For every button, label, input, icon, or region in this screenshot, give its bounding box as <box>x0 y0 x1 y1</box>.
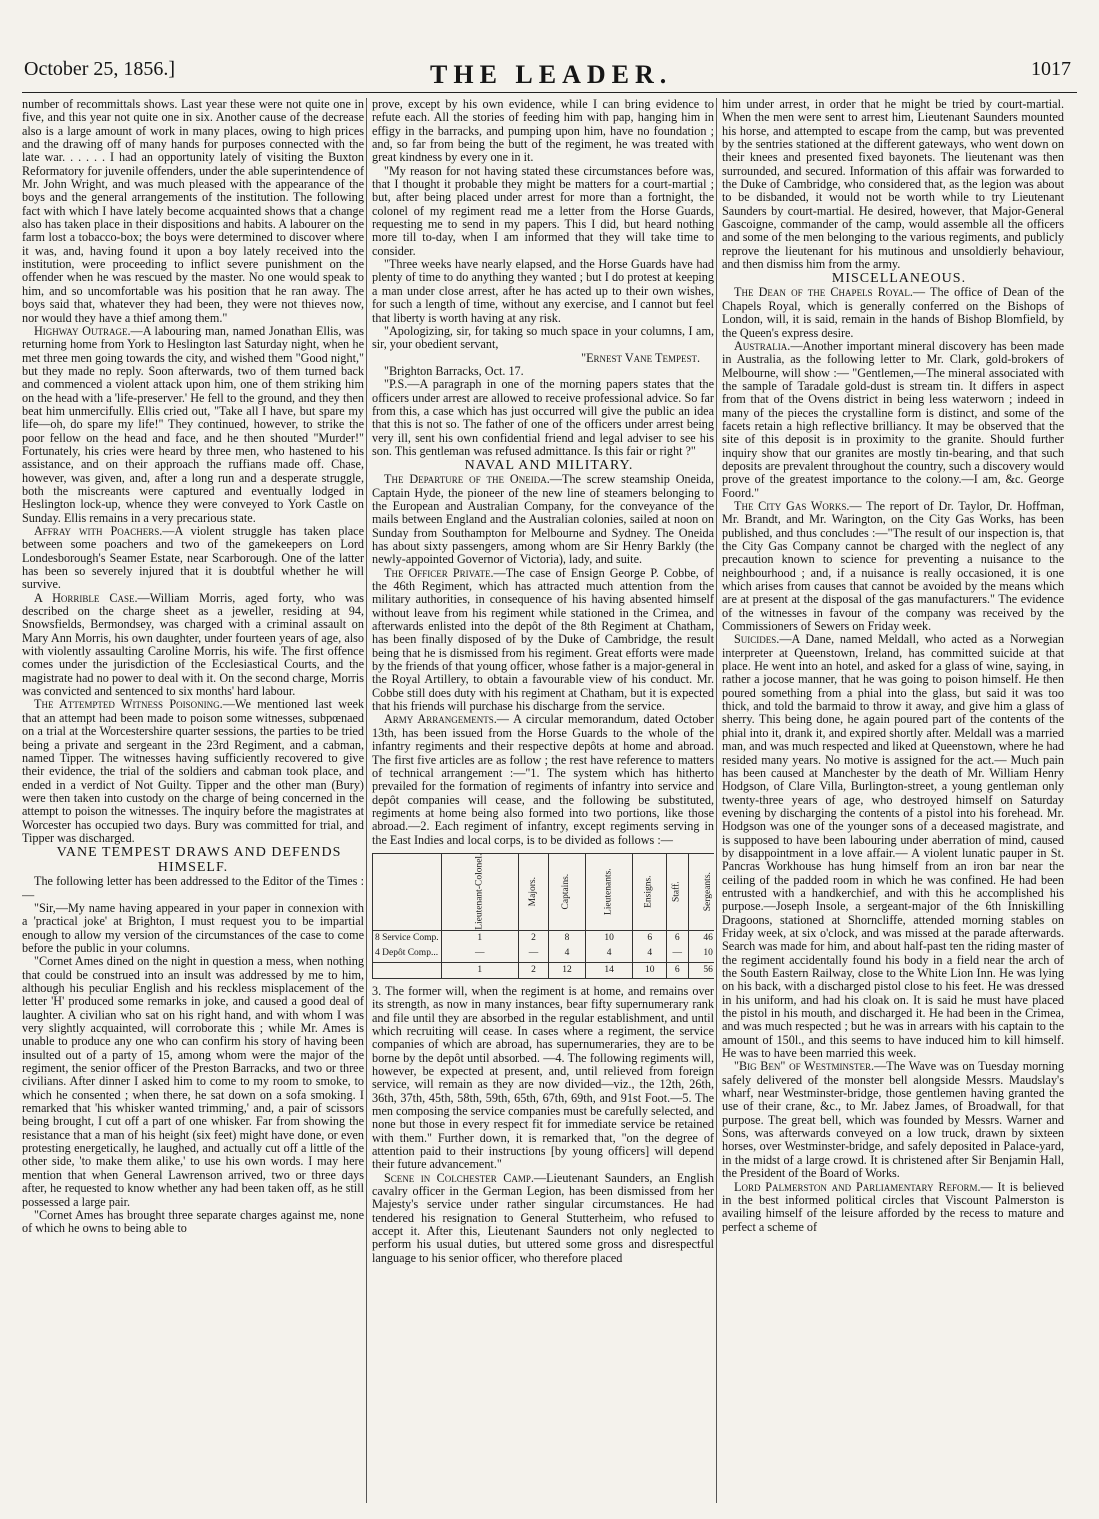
article-paragraph: 3. The former will, when the regiment is at home, and remains over its strength, as now in many instances, bear fifty supernumerary rank and file until they are absorbed in the regular establishment, and until which recruiting will cease. In cases where a regiment, the service companies of which are abroad, has supernumeraries, they are to be borne by the depôt until absorbed. —4. The following regiments will, however, be expected at present, and, until relieved from foreign service, will remain as they are now divided—viz., the 12th, 26th, 36th, 37th, 45th, 58th, 59th, 65th, 67th, 69th, and 91st Foot.—5. The men composing the service companies must be carefully selected, and none but those in every respect fit for immediate service be retained with them." Further down, it is remarked that, "on the degree of attention paid to their instructions [by young officers] will depend their future advancement." <box>372 983 714 1172</box>
article-paragraph: "Cornet Ames dined on the night in question a mess, when nothing that could be construed into an insult was addressed by me to him, although his peculiar English and his reckless misplacement of the letter 'H' produced some remarks in joke, and caused a good deal of laughter. A civilian who sat on his right hand, and with whom I was very slightly acquainted, will corroborate this ; while Mr. Ames is unable to produce any one who can confirm his story of having been insulted out of a party of 15, among whom were the major of the regiment, the senior officer of the Preston Barracks, and two or three civilians. After dinner I asked him to come to my room to smoke, to which he consented ; when there, he sat down on a sofa smoking. I remarked that 'his whisker wanted trimming,' and, a pair of scissors being brought, I cut off a part of one whisker. Far from showing the resistance that a man of his height (six feet) might have done, or even protesting energetically, he laughed, and actually cut off a little of the other side, 'to make them alike,' to use his own words. I may here mention that when General Lawrenson arrived, two or three days after, he requested to know whether any had been taken off, as he still possessed a large pair. <box>22 954 364 1209</box>
page-header <box>0 0 1099 89</box>
table-header: Captains. <box>549 853 586 930</box>
article-head: The Attempted Witness Poisoning. <box>34 697 223 712</box>
article-head: The Departure of the Oneida. <box>384 472 550 487</box>
article-paragraph: The Officer Private.—The case of Ensign George P. Cobbe, of the 46th Regiment, which has attracted much attention from the military authorities, in consequence of his having absented himself without leave from his regiment while stationed in the Crimea, and afterwards enlisted into the depôt of the 8th Regiment at Chatham, has been finally disposed of by the Duke of Cambridge, the result being that he is dismissed from his regiment. Great efforts were made by the friends of that young officer, whose father is a major-general in the Royal Artillery, to obtain a favourable view of his conduct. Mr. Cobbe still does duty with his regiment at Chatham, but it is expected that his friends will purchase his discharge from the service. <box>372 565 714 714</box>
issue-date: October 25, 1856.] <box>24 58 176 80</box>
column-divider <box>366 98 367 1503</box>
article-head: Suicides. <box>734 632 780 647</box>
article-paragraph: Scene in Colchester Camp.—Lieutenant Saunders, an English cavalry officer in the German Legion, has been dismissed from her Majesty's service under rather singular circumstances. He had tendered his resignation to General Stutterheim, who refused to accept it. After this, Lieutenant Saunders not only neglected to perform his usual duties, but uttered some gross and disrespectful language to his senior officer, who therefore placed <box>372 1170 714 1265</box>
article-paragraph: "Sir,—My name having appeared in your paper in connexion with a 'practical joke' at Brighton, I must request you to be impartial enough to allow my version of the circumstances of the case to come before the public in your columns. <box>22 900 364 955</box>
article-paragraph: prove, except by his own evidence, while I can bring evidence to refute each. All the stories of feeding him with pap, hanging him in effigy in the barracks, and pumping upon him, have no foundation ; and, so far from being the butt of the regiment, he was treated with great kindness by every one in it. <box>372 98 714 165</box>
article-head: A Horrible Case. <box>34 590 138 605</box>
regiment-table <box>372 853 714 979</box>
article-head: The Officer Private. <box>384 565 494 580</box>
article-paragraph: Highway Outrage.—A labouring man, named Jonathan Ellis, was returning home from York to Heslington last Saturday night, when he met three men going towards the city, and wished them "Good night," but they made no reply. Soon afterwards, two of them turned back and commenced a violent attack upon him, one of them striking him on the head with a 'life-preserver.' He fell to the ground, and they then beat him unmercifully. Ellis cried out, "Take all I have, but spare my life—oh, do spare my life!" They continued, however, to strike the poor fellow on the head and face, and he then shouted "Murder!" Fortunately, his cries were heard by three men, who hastened to his assistance, and on their approach the ruffians made off. Chase, however, was given, and, after a long run and a desperate struggle, both the miscreants were captured and eventually lodged in Heslington lock-up, whence they were conveyed to York Castle on Sunday. Ellis remains in a very precarious state. <box>22 323 364 525</box>
table-row: 4 Depôt Comp... — — 4 4 4 — 10 <box>373 946 715 962</box>
article-head: The Dean of the Chapels Royal. <box>734 285 913 300</box>
article-paragraph: The City Gas Works.— The report of Dr. Taylor, Dr. Hoffman, Mr. Brandt, and Mr. Warington, on the City Gas Works, has been published, and thus concludes :—"The result of our inspection is, that the City Gas Company cannot be charged with the neglect of any precaution known to science for preventing a nuisance to the neighbourhood ; and, if a nuisance is really occasioned, it is one which arises from causes that cannot be avoided by the means which are at present at the disposal of the gas manufacturers." The evidence of the witnesses in favour of the company was received by the Commissioners of Sewers on Friday week. <box>722 498 1064 634</box>
table-header: Ensigns. <box>633 853 666 930</box>
article-head: Affray with Poachers. <box>34 524 163 538</box>
section-heading: VANE TEMPEST DRAWS AND DEFENDS HIMSELF. <box>56 845 342 876</box>
article-head: The City Gas Works. <box>734 498 850 513</box>
newspaper-title: THE LEADER. <box>430 60 673 89</box>
article-paragraph: "Apologizing, sir, for taking so much space in your columns, I am, sir, your obedient servant, <box>372 323 714 352</box>
article-head: "Big Ben" of Westminster. <box>734 1059 875 1074</box>
article-paragraph: "Big Ben" of Westminster.—The Wave was on Tuesday morning safely delivered of the monster bell alongside Messrs. Maudslay's wharf, near Westminster-bridge, those gentlemen having granted the use of their crane, &c., to Mr. Jabez James, of Broadwall, for that purpose. The great bell, which was founded by Messrs. Warner and Sons, was afterwards conveyed on a low truck, drawn by sixteen horses, over Westminster-bridge, and safely deposited in Palace-yard, in the midst of a large crowd. It is christened after Sir Benjamin Hall, the President of the Board of Works. <box>722 1059 1064 1181</box>
article-paragraph: Army Arrangements.— A circular memorandum, dated October 13th, has been issued from the Horse Guards to the whole of the infantry regiments and their respective depôts at home and abroad. The first five articles are as follow ; the rest have reference to matters of technical arrangement :—"1. The system which has hitherto prevailed for the formation of regiments of infantry into service and depôt companies will cease, and the following be substituted, regiments at home being also formed into two portions, like those abroad.—2. Each regiment of infantry, except regiments serving in the East Indies and local corps, is to be divided as follows :— <box>372 712 714 847</box>
article-paragraph: Suicides.—A Dane, named Meldall, who acted as a Norwegian interpreter at Queenstown, Ireland, has committed suicide at that place. He went into an hotel, and asked for a glass of wine, saying, in rather a jocose manner, that he was going to poison himself. He then poured something from a phial into the glass, but said it was too thick, and told the barmaid to throw it away, and give him a glass of sherry. This being done, he again poured part of the contents of the phial into it, drank it, and expired shortly after. Meldall was a married man, and was much respected and liked at Queenstown, where he had resided many years. No motive is assigned for the act.— Much pain has been caused at Manchester by the death of Mr. William Henry Hodgson, of Clare Villa, Burlington-street, a young gentleman only twenty-three years of age, who destroyed himself on Saturday evening by discharging the contents of a pistol into his forehead. Mr. Hodgson was one of the younger sons of a deceased magistrate, and is supposed to have been labouring under aberration of mind, caused by disappointment in a love affair.— A violent lunatic pauper in St. Pancras Workhouse has hung himself from an iron bar near the ceiling of the padded room in which he was confined. He had been entrusted with a handkerchief, and with this he accomplished his purpose.—Joseph Insole, a sergeant-major of the 6th Inniskilling Dragoons, stationed at Shorncliffe, attended morning stables on Friday week, at six o'clock, and was missed at the parade afterwards. Search was made for him, and about half-past ten the riding master of the regiment accidentally found his body in a field near the arch of the South Eastern Railway, close to the White Lion Inn. He was lying on his back, with a discharged pistol close to his feet. He was dressed in his uniform, and had his cloak on. It is said he must have placed the pistol in his mouth, and discharged it. He had been in the Crimea, and was much respected ; but he was in arrears with his captain to the amount of 150l., and this seems to have induced him to kill himself. He was to have been married this week. <box>722 632 1064 1061</box>
article-paragraph: "Brighton Barracks, Oct. 17. <box>384 363 524 378</box>
article-paragraph: Australia.—Another important mineral discovery has been made in Australia, as the following letter to Mr. Clark, gold-brokers of Melbourne, will show :— "Gentlemen,—The mineral associated with the sample of Taradale gold-dust is stream tin. It differs in aspect from that of the Ovens district in being less waterworn ; indeed in many of the pieces the crystalline form is distinct, and some of the facets retain a high reflective brilliancy. It may be observed that the site of this deposit is in proximity to the granite. Should further inquiry show that our granites are mostly tin-bearing, and that such deposits are prevalent throughout the country, such a discovery would prove of the greatest importance to the colony.—I am, &c. George Foord." <box>722 338 1064 500</box>
table-corner <box>373 853 442 930</box>
article-paragraph: him under arrest, in order that he might be tried by court-martial. When the men were sent to arrest him, Lieutenant Saunders mounted his horse, and attempted to escape from the camp, but was prevented by the sentries stationed at the different gateways, who went down on their knees and presented fixed bayonets. The lieutenant was then surrounded, and secured. Information of this affair was forwarded to the Duke of Cambridge, who considered that, as the legion was about to be disbanded, it would not be worth while to try Lieutenant Saunders by court-martial. He desired, however, that Major-General Gascoigne, commander of the camp, would assemble all the officers and some of the men belonging to the various regiments, and publicly reprove the lieutenant for his mutinous and unsoldierly behaviour, and then dismiss him from the army. <box>722 98 1064 272</box>
article-paragraph: The Departure of the Oneida.—The screw steamship Oneida, Captain Hyde, the pioneer of the new line of steamers belonging to the European and Australian Company, for the conveyance of the mails between England and the Australian colonies, sailed at noon on Sunday from Southampton for Melbourne and Sydney. The Oneida has about sixty passengers, among whom are Sir Henry Barkly (the newly-appointed Governor of Victoria), lady, and suite. <box>372 472 714 567</box>
article-paragraph: "Three weeks have nearly elapsed, and the Horse Guards have had plenty of time to do anything they wanted ; but I do protest at keeping a man under close arrest, after he has acted up to their own wishes, for such a length of time, without any exercise, and I cannot but feel that liberty is worth having at any risk. <box>372 257 714 325</box>
section-heading: MISCELLANEOUS. <box>831 271 967 287</box>
column-1 <box>22 98 364 1508</box>
article-paragraph: A Horrible Case.—William Morris, aged forty, who was described on the charge sheet as a jeweller, residing at 94, Snowsfields, Bermondsey, was charged with a criminal assault on Mary Ann Morris, his own daughter, under fourteen years of age, also with violently assaulting Caroline Morris, his wife. The first offence comes under the jurisdiction of the Ecclesiastical Courts, and the magistrate had no power to deal with it. On the second charge, Morris was convicted and sentenced to six months' hard labour. <box>22 590 364 699</box>
article-paragraph: The Attempted Witness Poisoning.—We mentioned last week that an attempt had been made to poison some witnesses, subpœnaed on a trial at the Worcestershire quarter sessions, the parties to be tried being a private and sergeant in the 23rd Regiment, and a cabman, named Tipper. The witnesses having sufficiently recovered to give their evidence, the trial of the soldiers and cabman took place, and ended in a verdict of Not Guilty. Tipper and the other man (Bury) were then taken into custody on the charge of being concerned in the attempt to poison the witnesses. The inquiry before the magistrates at Worcester has occupied two days. Bury was committed for trial, and Tipper was discharged. <box>22 697 364 845</box>
article-head: Lord Palmerston and Parliamentary Reform. <box>734 1179 981 1194</box>
article-paragraph: number of recommittals shows. Last year these were not quite one in five, and this year not quite one in six. Another cause of the decrease also is a large amount of work in many places, owing to high prices and the drawing off of many hands for purposes connected with the late war. . . . . . I had an opportunity lately of visiting the Buxton Reformatory for juvenile offenders, under the able superintendence of Mr. John Wright, and was much pleased with the appearance of the boys and the general arrangements of the institution. The following fact with which I have lately become acquainted shows that a change also has taken place in their dispositions and habits. A labourer on the farm lost a tobacco-box; the boys were determined to discover where it was, and, having found it upon a boy lately received into the institution, were proceeding to inflict severe punishment on the offender when he was rescued by the master. No one would speak to him, and so uncomfortable was his position that he ran away. The boys said that, whatever they had been, they were not thieves now, nor would they have a thief among them." <box>22 98 364 325</box>
column-3 <box>722 98 1064 1508</box>
table-header: Staff. <box>666 853 688 930</box>
header-rule <box>22 92 1077 93</box>
table-header: Lieutenants. <box>585 853 633 930</box>
table-total-row: 1 2 12 14 10 6 56 <box>373 962 715 978</box>
section-heading: NAVAL AND MILITARY. <box>464 458 634 474</box>
table-header: Sergeants. <box>688 853 714 930</box>
column-divider <box>716 98 717 1503</box>
article-paragraph: The following letter has been addressed to the Editor of the Times :— <box>22 874 364 902</box>
article-paragraph: "My reason for not having stated these circumstances before was, that I thought it probable they might be matters for a court-martial ; but, after being placed under arrest for more than a fortnight, the colonel of my regiment read me a letter from the Horse Guards, requesting me to send in my papers. This I did, but heard nothing more till to-day, when I am informed that they will take time to consider. <box>372 163 714 258</box>
table-row: 8 Service Comp. 1 2 8 10 6 6 46 <box>373 930 715 946</box>
article-paragraph: Lord Palmerston and Parliamentary Reform.— It is believed in the best informed political circles that Viscount Palmerston is availing himself of the leisure afforded by the recess to mature and perfect a scheme of <box>722 1179 1064 1234</box>
article-paragraph: "Cornet Ames has brought three separate charges against me, none of which he owns to being able to <box>22 1207 364 1236</box>
page-number: 1017 <box>1031 58 1071 80</box>
article-paragraph: The Dean of the Chapels Royal.— The office of Dean of the Chapels Royal, which is generally conferred on the Bishops of London, will, it is said, remain in the hands of Bishop Blomfield, by the Queen's express desire. <box>722 285 1064 340</box>
table-header: Majors. <box>518 853 548 930</box>
article-head: Highway Outrage. <box>34 323 131 338</box>
column-2 <box>372 98 714 1508</box>
article-head: Army Arrangements. <box>384 712 497 727</box>
table-header: Lieutenant-Colonel. <box>441 853 518 930</box>
article-head: Scene in Colchester Camp. <box>384 1170 534 1185</box>
article-paragraph: "P.S.—A paragraph in one of the morning papers states that the officers under arrest are allowed to receive professional advice. So far from this, a case which has just occurred will give the public an idea that this is not so. The father of one of the officers under arrest being very ill, sent his own confidential friend and legal adviser to see his son. This gentleman was refused admittance. Is this fair or right ?" <box>372 377 714 458</box>
article-paragraph: Affray with Poachers.—A violent struggle has taken place between some poachers and two of the gamekeepers on Lord Londesborough's Seamer Estate, near Scarborough. One of the latter has been so severely injured that it is doubtful whether he will survive. <box>22 524 364 592</box>
letter-signature: "Ernest Vane Tempest. <box>581 350 700 365</box>
article-head: Australia. <box>734 338 791 353</box>
